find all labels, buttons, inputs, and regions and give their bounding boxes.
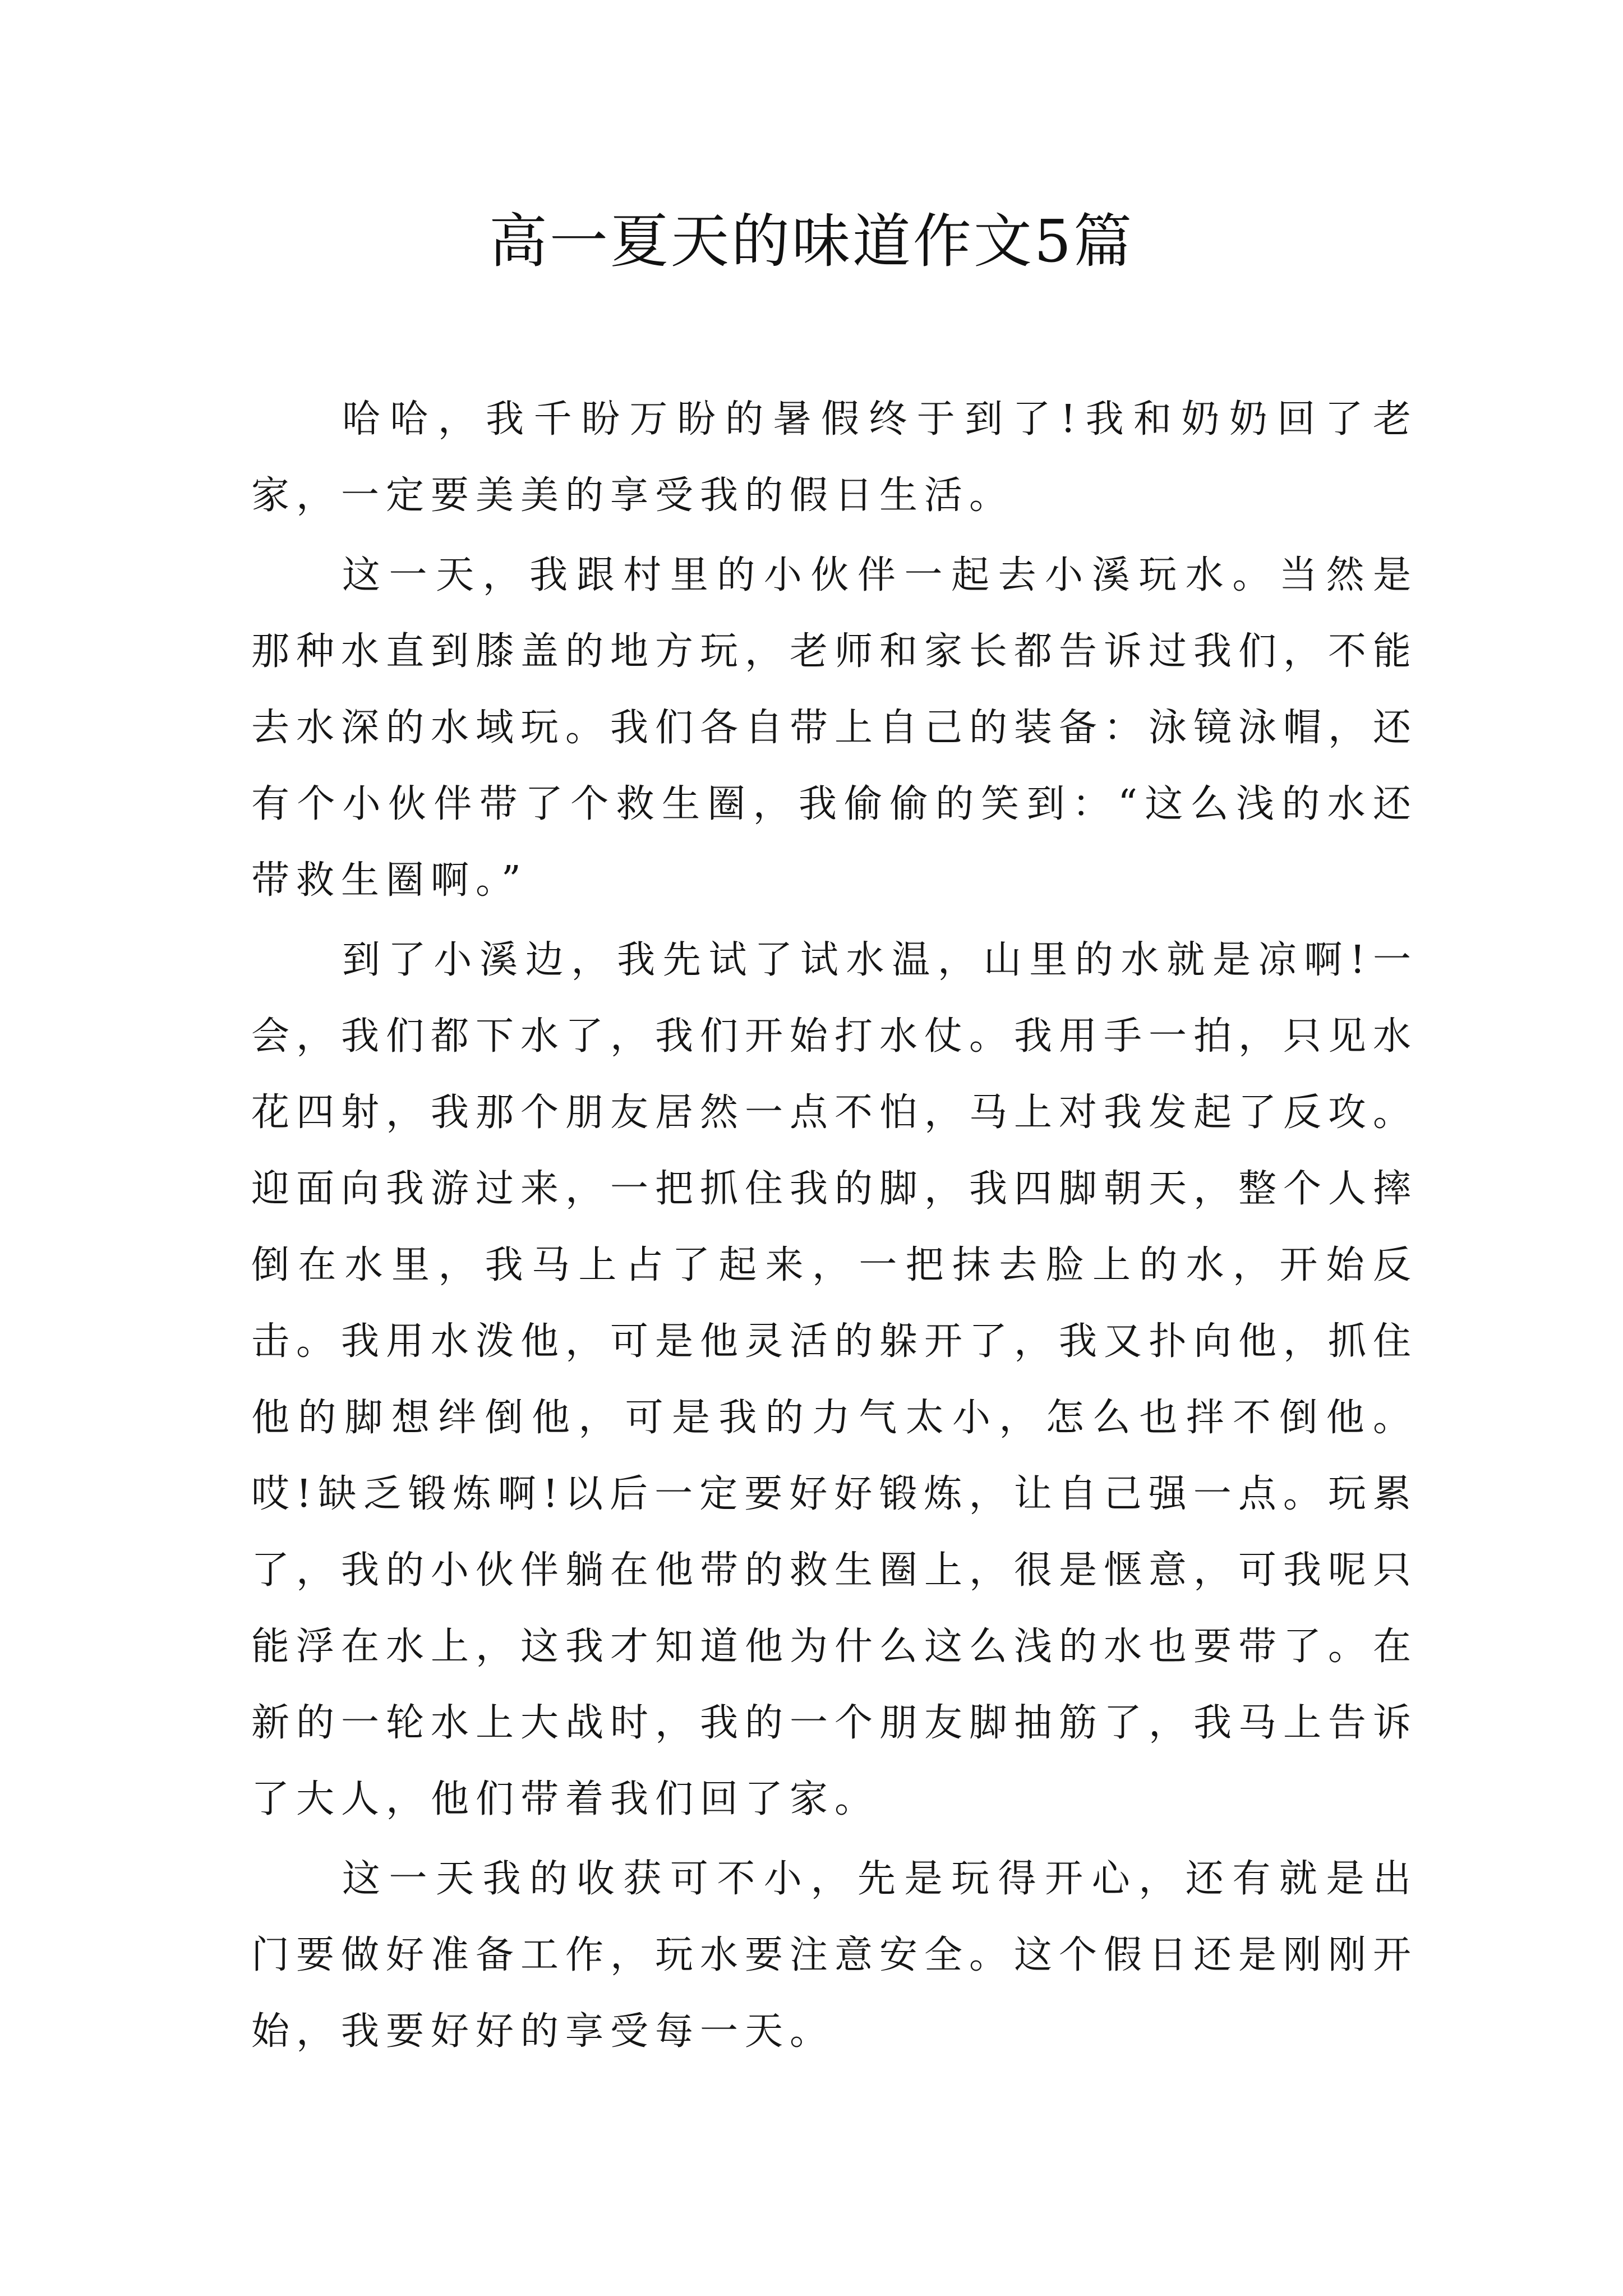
paragraph-2: 这一天，我跟村里的小伙伴一起去小溪玩水。当然是那种水直到膝盖的地方玩，老师和家长都告诉过我们，不能去水深的水域玩。我们各自带上自己的装备：泳镜泳帽，还有个小伙伴带了个救生圈，我偷偷的笑到：“这么浅的水还带救生圈啊。”: [251, 553, 1418, 903]
document-title: 高一夏天的味道作文5篇: [488, 207, 1135, 275]
paragraph-1: 哈哈，我千盼万盼的暑假终于到了!我和奶奶回了老家，一定要美美的享受我的假日生活。: [251, 397, 1418, 518]
paragraph-4: 这一天我的收获可不小，先是玩得开心，还有就是出门要做好准备工作，玩水要注意安全。这个假日还是刚刚开始，我要好好的享受每一天。: [251, 1857, 1418, 2054]
paragraph-3: 到了小溪边，我先试了试水温，山里的水就是凉啊!一会，我们都下水了，我们开始打水仗。我用手一拍，只见水花四射，我那个朋友居然一点不怕，马上对我发起了反攻。迎面向我游过来，一把抓住我的脚，我四脚朝天，整个人摔倒在水里，我马上占了起来，一把抹去脸上的水，开始反击。我用水泼他，可是他灵活的躲开了，我又扑向他，抓住他的脚想绊倒他，可是我的力气太小，怎么也拌不倒他。哎!缺乏锻炼啊!以后一定要好好锻炼，让自己强一点。玩累了，我的小伙伴躺在他带的救生圈上，很是惬意，可我呢只能浮在水上，这我才知道他为什么这么浅的水也要带了。在新的一轮水上大战时，我的一个朋友脚抽筋了，我马上告诉了大人，他们带着我们回了家。: [251, 938, 1418, 1821]
document-body: [251, 381, 1418, 2073]
